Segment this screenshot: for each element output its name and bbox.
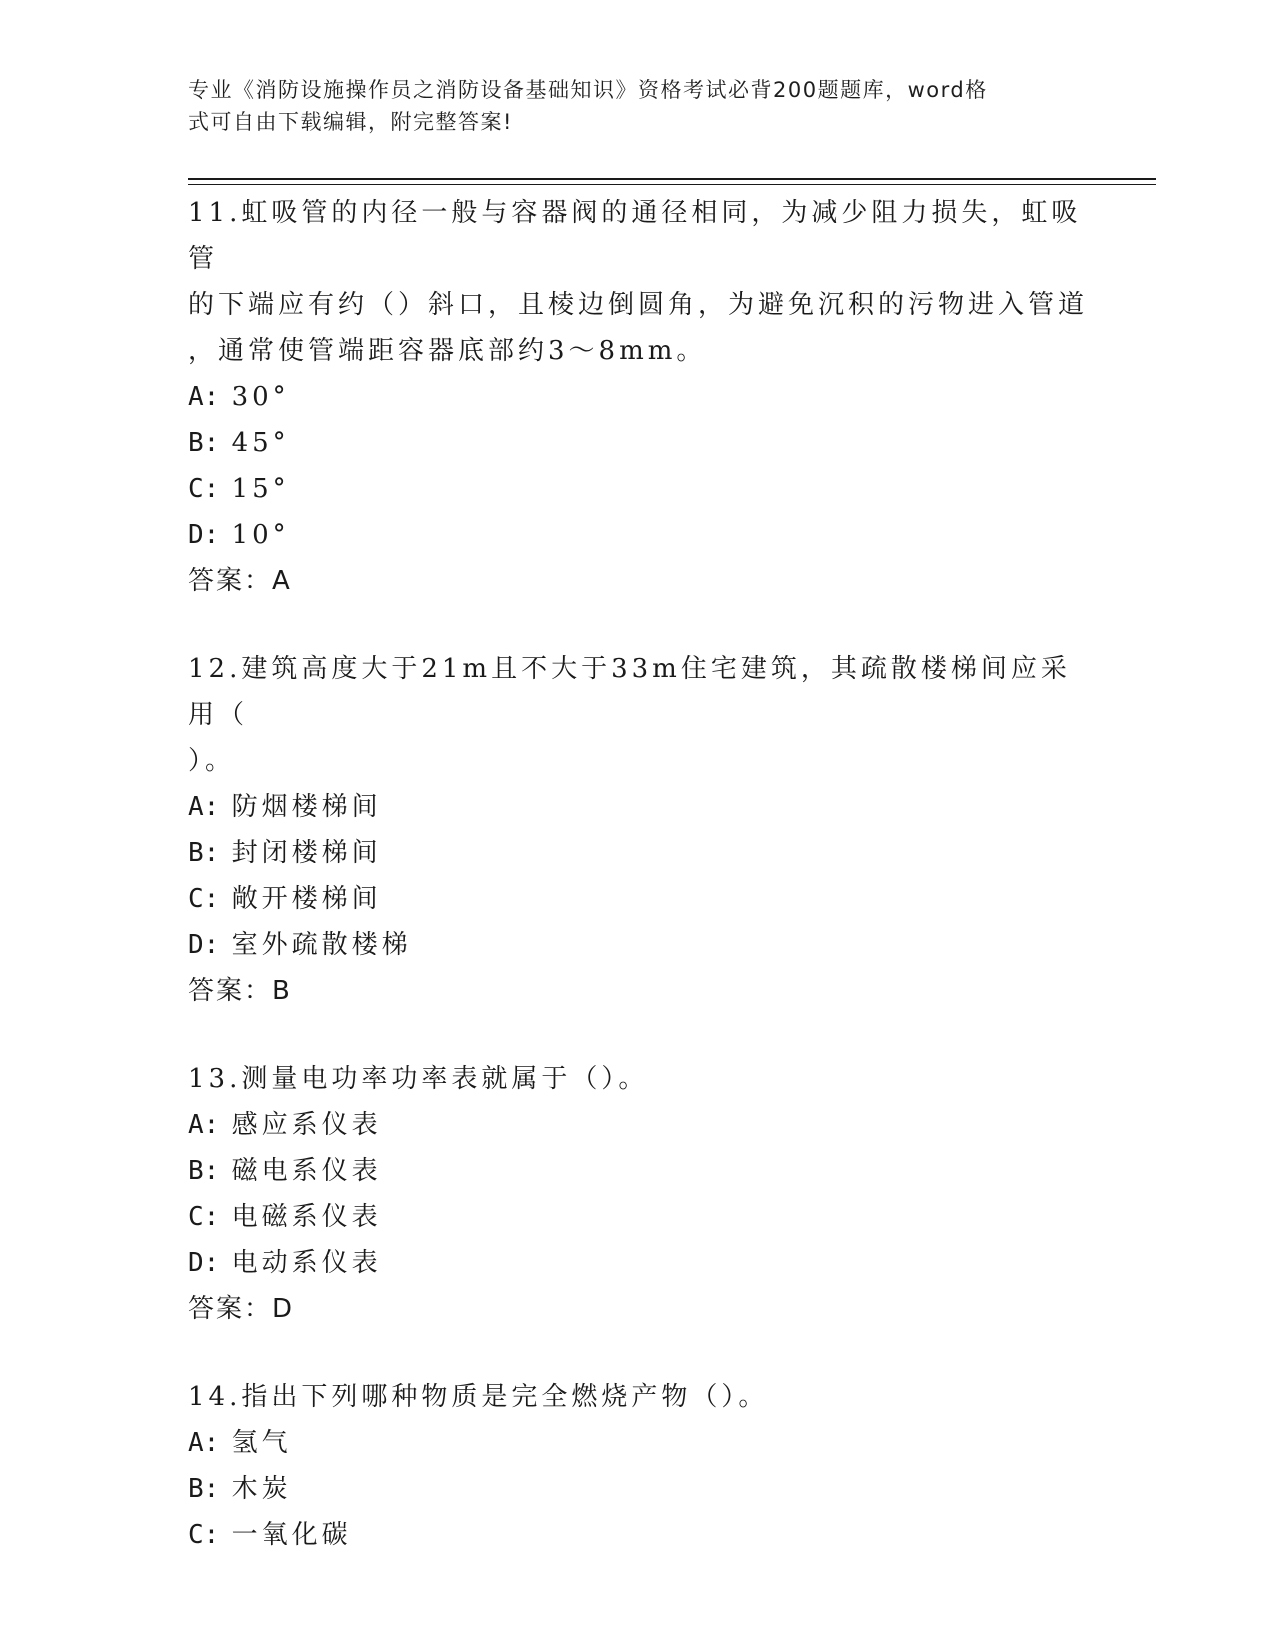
option-letter: B: [188,1474,220,1504]
option-b [188,1466,1088,1512]
option-text: 木炭 [231,1474,292,1504]
answer-line: 答案：A [188,566,292,596]
option-d [188,922,1088,968]
option-letter: A: [188,1110,220,1140]
option-text: 电动系仪表 [231,1248,382,1278]
option-text: 15° [231,474,290,504]
question-13 [188,1056,1088,1332]
question-stem-line: 11.虹吸管的内径一般与容器阀的通径相同，为减少阻力损失，虹吸管 [188,198,1082,274]
header-line-2: 式可自由下载编辑，附完整答案! [188,110,513,134]
option-text: 室外疏散楼梯 [231,930,412,960]
header-line-1: 专业《消防设施操作员之消防设备基础知识》资格考试必背200题题库，word格 [188,78,988,102]
option-text: 30° [231,382,290,412]
question-stem-line: 13.测量电功率功率表就属于（）。 [188,1064,649,1094]
question-12 [188,646,1088,1014]
question-list [188,190,1088,1600]
option-letter: B: [188,1156,220,1186]
question-11 [188,190,1088,604]
option-text: 磁电系仪表 [231,1156,382,1186]
option-d [188,1240,1088,1286]
option-text: 封闭楼梯间 [231,838,382,868]
option-letter: C: [188,1202,220,1232]
option-letter: A: [188,382,220,412]
option-b [188,830,1088,876]
question-14 [188,1374,1088,1558]
option-letter: D: [188,520,220,550]
option-d [188,512,1088,558]
option-letter: C: [188,884,220,914]
option-letter: B: [188,838,220,868]
option-c [188,1194,1088,1240]
option-a [188,1420,1088,1466]
option-c [188,1512,1088,1558]
header-rule-thin [188,184,1156,185]
option-letter: D: [188,930,220,960]
option-text: 45° [231,428,290,458]
answer-line: 答案：D [188,1294,295,1324]
option-b [188,1148,1088,1194]
option-text: 电磁系仪表 [231,1202,382,1232]
option-text: 一氧化碳 [231,1520,352,1550]
option-text: 敞开楼梯间 [231,884,382,914]
option-c [188,466,1088,512]
option-letter: D: [188,1248,220,1278]
header-rule-thick [188,178,1156,180]
option-text: 感应系仪表 [231,1110,382,1140]
option-c [188,876,1088,922]
option-a [188,374,1088,420]
question-stem-line: ，通常使管端距容器底部约3～8mm。 [188,336,707,366]
question-stem-line: 12.建筑高度大于21m且不大于33m住宅建筑，其疏散楼梯间应采用（ [188,654,1071,730]
question-stem-line: 14.指出下列哪种物质是完全燃烧产物（）。 [188,1382,769,1412]
document-header [188,74,1068,138]
option-letter: C: [188,474,220,504]
option-a [188,1102,1088,1148]
option-letter: A: [188,1428,220,1458]
option-a [188,784,1088,830]
question-stem-line: ）。 [188,746,236,776]
option-b [188,420,1088,466]
option-text: 氢气 [231,1428,292,1458]
question-stem-line: 的下端应有约（）斜口，且棱边倒圆角，为避免沉积的污物进入管道 [188,290,1089,320]
answer-line: 答案：B [188,976,292,1006]
option-text: 防烟楼梯间 [231,792,382,822]
option-letter: C: [188,1520,220,1550]
option-letter: A: [188,792,220,822]
option-text: 10° [231,520,290,550]
option-letter: B: [188,428,220,458]
